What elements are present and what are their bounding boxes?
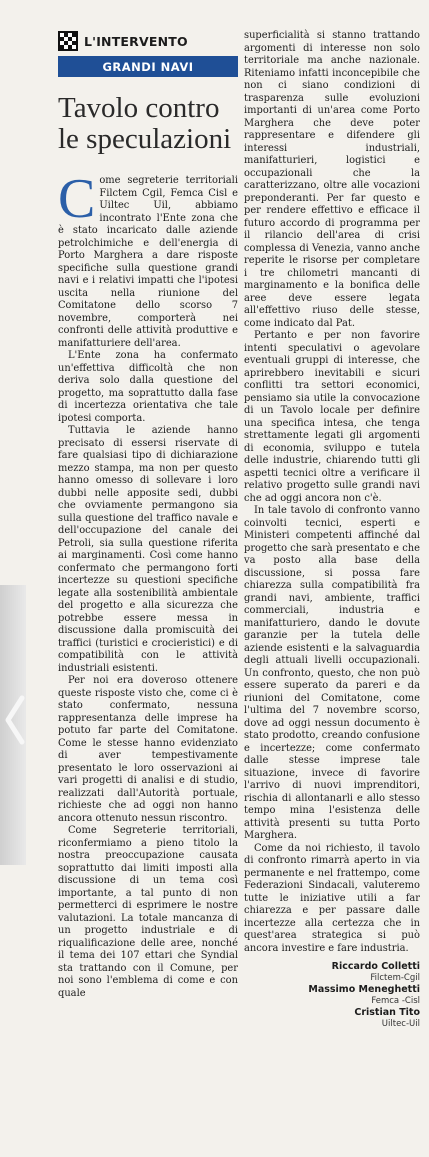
back-arrow-icon[interactable]	[2, 690, 26, 750]
signer-name: Massimo Meneghetti	[308, 984, 420, 995]
signer-role: Femca -Cisl	[371, 996, 420, 1006]
article-paragraph: superficialità si stanno trattando argomenti di interesse non solo territoriale ma anche nazionale. Riteniamo infatti inconcepibile che non ci siano condizioni di trasparenza sulle evoluzioni importanti di un'area come Porto Marghera che deve poter rappresentare e difendere gli interessi industriali, manifatturieri, logistici e occupazionali che la caratterizzano, oltre alle vocazioni preponderanti. Per far questo e per rendere effettivo e efficace il futuro accordo di programma per il rilancio dell'area di crisi complessa di Venezia, vanno anche reperite le risorse per completare i tre chilometri mancanti di marginamento e la bonifica delle aree deve essere legata all'effettivo riuso delle stesse, come indicato dal Pat.	[244, 30, 420, 329]
signature-block	[244, 961, 420, 1030]
article-paragraph: In tale tavolo di confronto vanno coinvolti tecnici, esperti e Ministeri competenti affinché dal progetto che sarà presentato e che va posto alla base della discussione, si possa fare chiarezza sulla compatibilità fra grandi navi, ambiente, traffici commerciali, industria e manifatturiero, dando le dovute garanzie per la tutela delle aziende esistenti e la salvaguardia degli attuali livelli occupazionali. Un confronto, questo, che non può essere superato da pareri e da riunioni del Comitatone, come l'ultima del 7 novembre scorso, dove ad oggi nessun documento è stato prodotto, creando confusione e incertezze; come confermato dalle stesse imprese tale situazione, invece di favorire l'arrivo di nuovi imprenditori, rischia di allontanarli e allo stesso tempo mina l'esistenza delle attività presenti su tutta Porto Marghera.	[244, 505, 420, 841]
rubric-header	[58, 30, 238, 52]
rubric-label: L'INTERVENTO	[84, 33, 188, 49]
article-paragraph: Per noi era doveroso ottenere queste risposte visto che, come ci è stato confermato, nessuna rappresentanza delle imprese ha potuto far parte del Comitatone. Come le stesse hanno evidenziato di aver tempestivamente presentato le loro osservazioni ai vari progetti di analisi e di studio, realizzati dall'Autorità portuale, richieste che ad oggi non hanno ancora ottenuto nessun riscontro.	[58, 675, 238, 824]
signer-name: Riccardo Colletti	[331, 961, 420, 972]
signer-name: Cristian Tito	[354, 1007, 420, 1018]
article-paragraph: Pertanto e per non favorire intenti speculativi o agevolare eventuali gruppi di interesse, che aprirebbero inevitabili e sicuri conflitti tra settori economici, pensiamo sia utile la convocazione di un Tavolo locale per definire una specifica intesa, che tenga strettamente legati gli argomenti di economia, sviluppo e tutela delle industrie, chiarendo tutti gli aspetti tecnici oltre a verificare il relativo progetto sulle grandi navi che ad oggi ancora non c'è.	[244, 330, 420, 504]
signer-role: Uiltec-Uil	[381, 1019, 420, 1029]
left-body	[58, 168, 238, 1000]
article-paragraph: Come segreterie territoriali Filctem Cgil, Femca Cisl e Uiltec Uil, abbiamo incontrato l'Ente zona che è stato incaricato dalle aziende petrolchimiche e dell'energia di Porto Marghera a dare risposte specifiche sulla questione grandi navi e i relativi impatti che l'ipotesi uscita nella riunione del Comitatone dello scorso 7 novembre, comporterà nei confronti delle attività produttive e manifatturiere dell'area.	[58, 168, 238, 349]
signer-role: Filctem-Cgil	[370, 973, 420, 983]
right-body	[244, 30, 420, 955]
article-paragraph: Come da noi richiesto, il tavolo di confronto rimarrà aperto in via permanente e nel frattempo, come Federazioni Sindacali, valuteremo tutte le iniziative utili a far chiarezza e per passare dalle incertezze alla certezza che in quest'area strategica si può ancora investire e fare industria.	[244, 842, 420, 954]
article-headline: Tavolo contro le speculazioni	[58, 92, 232, 155]
checkered-logo-icon	[58, 31, 78, 51]
article-paragraph: Come Segreterie territoriali, riconfermiamo a pieno titolo la nostra preoccupazione causata soprattutto dai limiti imposti alla discussione di un tema così importante, a tal punto di non permetterci di esprimere le nostre valutazioni. La totale mancanza di un progetto industriale e di riqualificazione delle aree, nonché il tema dei 107 ettari che Syndial sta trattando con il Comune, per noi sono l'emblema di come e con quale	[58, 825, 238, 999]
article-paragraph: Tuttavia le aziende hanno precisato di essersi riservate di fare qualsiasi tipo di dichiarazione mezzo stampa, ma non per questo hanno omesso di sollevare i loro dubbi nelle apposite sedi, dubbi che ovviamente permangono sia sulla questione del traffico navale e dell'occupazione del canale dei Petroli, sia sulla questione riferita ai marginamenti. Così come hanno confermato che permangono forti incertezze su questioni specifiche legate alla sostenibilità ambientale del progetto e alla sicurezza che potrebbe essere messa in discussione dalla promiscuità dei traffici (turistici e crocieristici) e di compatibilità con le attività industriali esistenti.	[58, 425, 238, 674]
article-paragraph: L'Ente zona ha confermato un'effettiva difficoltà che non deriva solo dalla questione del progetto, ma soprattutto dalla fase di incertezza orientativa che tale ipotesi comporta.	[58, 350, 238, 424]
article-right-column	[244, 30, 420, 1030]
drop-cap: C	[58, 168, 96, 230]
article-left-column	[58, 30, 238, 1000]
section-label: GRANDI NAVI	[58, 56, 238, 77]
